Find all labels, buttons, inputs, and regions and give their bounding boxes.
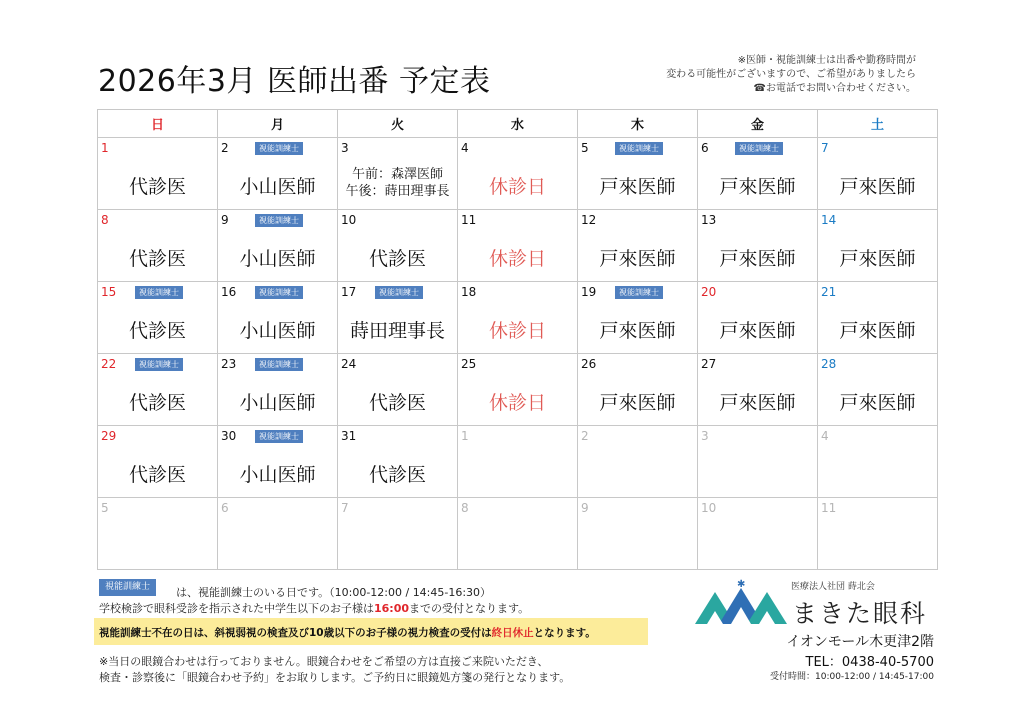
clinic-corporation: 医療法人社団 蒔北会 bbox=[791, 582, 875, 592]
school-text-after: までの受付となります。 bbox=[409, 602, 530, 615]
orthoptist-badge: 視能訓練士 bbox=[255, 214, 303, 227]
calendar-day-cell bbox=[698, 354, 818, 426]
reception-hours: 受付時間：10:00-12:00 / 14:45-17:00 bbox=[770, 672, 934, 682]
calendar-day-cell bbox=[818, 210, 938, 282]
calendar-day-cell bbox=[98, 138, 218, 210]
day-number: 8 bbox=[101, 213, 109, 227]
calendar-week-row bbox=[98, 426, 938, 498]
day-number: 3 bbox=[341, 141, 349, 155]
calendar-day-cell bbox=[458, 210, 578, 282]
doctor-name: 小山医師 bbox=[239, 248, 316, 270]
calendar-week-row bbox=[98, 282, 938, 354]
day-number: 20 bbox=[701, 285, 717, 299]
orthoptist-badge: 視能訓練士 bbox=[735, 142, 783, 155]
doctor-name: 戸來医師 bbox=[599, 248, 676, 270]
calendar-day-cell bbox=[458, 138, 578, 210]
orthoptist-badge: 視能訓練士 bbox=[615, 286, 663, 299]
calendar-day-cell bbox=[578, 282, 698, 354]
calendar-day-cell bbox=[98, 210, 218, 282]
legend-text: は、視能訓練士のいる日です。（10:00-12:00 / 14:45-16:30） bbox=[176, 586, 492, 599]
calendar-week-row bbox=[98, 354, 938, 426]
banner-after: となります。 bbox=[533, 627, 596, 639]
doctor-name: 代診医 bbox=[368, 392, 426, 414]
doctor-name: 戸來医師 bbox=[719, 176, 796, 198]
banner-before: 視能訓練士不在の日は、斜視弱視の検査及び10歳以下のお子様の視力検査の受付は bbox=[99, 627, 492, 639]
day-number: 19 bbox=[581, 285, 597, 299]
doctor-name: 戸來医師 bbox=[599, 320, 676, 342]
calendar-day-cell bbox=[218, 354, 338, 426]
calendar-day-cell bbox=[338, 354, 458, 426]
day-number: 4 bbox=[461, 141, 469, 155]
calendar-day-cell bbox=[698, 498, 818, 570]
orthoptist-badge: 視能訓練士 bbox=[135, 358, 183, 371]
calendar-week-row bbox=[98, 498, 938, 570]
doctor-name: 小山医師 bbox=[239, 392, 316, 414]
day-number: 24 bbox=[341, 357, 357, 371]
doctor-shift-line: 午後：蒔田理事長 bbox=[345, 184, 450, 199]
orthoptist-badge: 視能訓練士 bbox=[615, 142, 663, 155]
day-number: 28 bbox=[821, 357, 837, 371]
clinic-name: まきた眼科 bbox=[792, 599, 928, 628]
orthoptist-badge: 視能訓練士 bbox=[255, 358, 303, 371]
svg-text:✱: ✱ bbox=[737, 579, 746, 590]
day-number: 18 bbox=[461, 285, 477, 299]
doctor-name: 小山医師 bbox=[239, 464, 316, 486]
weekday-header: 土 bbox=[818, 110, 938, 138]
banner-emph: 終日休止 bbox=[491, 627, 534, 639]
calendar-day-cell bbox=[578, 210, 698, 282]
doctor-name: 代診医 bbox=[128, 320, 186, 342]
day-number: 6 bbox=[701, 141, 709, 155]
day-number: 3 bbox=[701, 429, 709, 443]
calendar-day-cell bbox=[818, 282, 938, 354]
day-number: 5 bbox=[101, 501, 109, 515]
day-number: 12 bbox=[581, 213, 597, 227]
doctor-name: 代診医 bbox=[368, 248, 426, 270]
weekday-header: 月 bbox=[218, 110, 338, 138]
doctor-name: 代診医 bbox=[128, 464, 186, 486]
doctor-name: 戸來医師 bbox=[839, 248, 916, 270]
calendar-day-cell bbox=[458, 354, 578, 426]
day-number: 29 bbox=[101, 429, 117, 443]
closed-day-label: 休診日 bbox=[488, 392, 546, 414]
calendar-day-cell bbox=[338, 210, 458, 282]
day-number: 27 bbox=[701, 357, 717, 371]
calendar-day-cell bbox=[818, 354, 938, 426]
calendar-day-cell bbox=[218, 498, 338, 570]
closed-day-label: 休診日 bbox=[488, 248, 546, 270]
day-number: 11 bbox=[821, 501, 837, 515]
day-number: 23 bbox=[221, 357, 237, 371]
day-number: 22 bbox=[101, 357, 117, 371]
day-number: 2 bbox=[581, 429, 589, 443]
day-number: 17 bbox=[341, 285, 357, 299]
calendar-week-row bbox=[98, 138, 938, 210]
calendar-day-cell bbox=[338, 138, 458, 210]
doctor-name: 代診医 bbox=[368, 464, 426, 486]
staff-change-notice bbox=[616, 54, 916, 96]
legend-badge: 視能訓練士 bbox=[99, 579, 156, 596]
school-checkup-notice bbox=[99, 600, 529, 616]
day-number: 25 bbox=[461, 357, 477, 371]
day-number: 2 bbox=[221, 141, 229, 155]
day-number: 4 bbox=[821, 429, 829, 443]
doctor-name: 戸來医師 bbox=[719, 248, 796, 270]
day-number: 9 bbox=[221, 213, 229, 227]
calendar-body bbox=[98, 138, 938, 570]
calendar-day-cell bbox=[338, 282, 458, 354]
doctor-schedule-split bbox=[338, 166, 457, 200]
notice-line: ※医師・視能訓練士は出番や勤務時間が bbox=[737, 55, 916, 66]
notice-line: 変わる可能性がございますので、ご希望がありましたら bbox=[666, 69, 916, 80]
day-number: 7 bbox=[821, 141, 829, 155]
clinic-phone: TEL：0438-40-5700 bbox=[805, 655, 934, 670]
day-number: 21 bbox=[821, 285, 837, 299]
day-number: 13 bbox=[701, 213, 717, 227]
closed-day-label: 休診日 bbox=[488, 320, 546, 342]
calendar-day-cell bbox=[698, 426, 818, 498]
day-number: 30 bbox=[221, 429, 237, 443]
notice-line: ☎お電話でお問い合わせください。 bbox=[753, 83, 916, 94]
clinic-logo-icon bbox=[693, 578, 789, 628]
calendar-day-cell bbox=[218, 282, 338, 354]
page-title: 2026年3月 医師出番 予定表 bbox=[98, 64, 491, 99]
day-number: 1 bbox=[461, 429, 469, 443]
calendar-day-cell bbox=[818, 498, 938, 570]
orthoptist-badge: 視能訓練士 bbox=[255, 142, 303, 155]
weekday-header: 日 bbox=[98, 110, 218, 138]
weekday-header: 火 bbox=[338, 110, 458, 138]
calendar-day-cell bbox=[578, 138, 698, 210]
day-number: 26 bbox=[581, 357, 597, 371]
calendar-day-cell bbox=[698, 210, 818, 282]
weekday-header-row bbox=[98, 110, 938, 138]
weekday-header: 金 bbox=[698, 110, 818, 138]
calendar-day-cell bbox=[218, 138, 338, 210]
calendar-day-cell bbox=[698, 138, 818, 210]
calendar-day-cell bbox=[578, 498, 698, 570]
day-number: 31 bbox=[341, 429, 357, 443]
calendar-day-cell bbox=[98, 498, 218, 570]
orthoptist-badge: 視能訓練士 bbox=[255, 430, 303, 443]
calendar-day-cell bbox=[338, 426, 458, 498]
calendar-day-cell bbox=[578, 354, 698, 426]
schedule-calendar bbox=[97, 109, 938, 570]
calendar-day-cell bbox=[578, 426, 698, 498]
calendar-day-cell bbox=[218, 210, 338, 282]
orthoptist-badge: 視能訓練士 bbox=[255, 286, 303, 299]
calendar-day-cell bbox=[338, 498, 458, 570]
clinic-address: イオンモール木更津2階 bbox=[786, 634, 934, 650]
calendar-week-row bbox=[98, 210, 938, 282]
doctor-name: 戸來医師 bbox=[719, 320, 796, 342]
calendar-day-cell bbox=[698, 282, 818, 354]
calendar-day-cell bbox=[458, 498, 578, 570]
calendar-day-cell bbox=[98, 354, 218, 426]
calendar-day-cell bbox=[818, 138, 938, 210]
day-number: 9 bbox=[581, 501, 589, 515]
doctor-shift-line: 午前：森澤医師 bbox=[351, 167, 443, 182]
doctor-name: 代診医 bbox=[128, 248, 186, 270]
calendar-day-cell bbox=[458, 426, 578, 498]
calendar-day-cell bbox=[818, 426, 938, 498]
doctor-name: 戸來医師 bbox=[599, 176, 676, 198]
day-number: 14 bbox=[821, 213, 837, 227]
glasses-note-line: 検査・診察後に「眼鏡合わせ予約」をお取りします。ご予約日に眼鏡処方箋の発行となります。 bbox=[99, 671, 571, 684]
day-number: 11 bbox=[461, 213, 477, 227]
day-number: 10 bbox=[341, 213, 357, 227]
weekday-header: 水 bbox=[458, 110, 578, 138]
doctor-name: 戸來医師 bbox=[719, 392, 796, 414]
banner-text bbox=[99, 625, 596, 640]
calendar-day-cell bbox=[218, 426, 338, 498]
doctor-name: 小山医師 bbox=[239, 176, 316, 198]
day-number: 1 bbox=[101, 141, 109, 155]
calendar-day-cell bbox=[98, 282, 218, 354]
doctor-name: 戸來医師 bbox=[839, 392, 916, 414]
orthoptist-badge: 視能訓練士 bbox=[135, 286, 183, 299]
glasses-note-line: ※当日の眼鏡合わせは行っておりません。眼鏡合わせをご希望の方は直接ご来院いただき、 bbox=[99, 655, 549, 668]
doctor-name: 戸來医師 bbox=[599, 392, 676, 414]
day-number: 16 bbox=[221, 285, 237, 299]
school-text: 学校検診で眼科受診を指示された中学生以下のお子様は bbox=[99, 602, 374, 615]
doctor-name: 蒔田理事長 bbox=[349, 320, 445, 342]
doctor-name: 小山医師 bbox=[239, 320, 316, 342]
calendar-day-cell bbox=[98, 426, 218, 498]
day-number: 7 bbox=[341, 501, 349, 515]
day-number: 15 bbox=[101, 285, 117, 299]
calendar-day-cell bbox=[458, 282, 578, 354]
doctor-name: 代診医 bbox=[128, 392, 186, 414]
doctor-name: 代診医 bbox=[128, 176, 186, 198]
doctor-name: 戸來医師 bbox=[839, 176, 916, 198]
school-time: 16:00 bbox=[374, 602, 410, 615]
closed-day-label: 休診日 bbox=[488, 176, 546, 198]
day-number: 5 bbox=[581, 141, 589, 155]
warning-banner bbox=[94, 618, 648, 645]
day-number: 8 bbox=[461, 501, 469, 515]
weekday-header: 木 bbox=[578, 110, 698, 138]
orthoptist-badge: 視能訓練士 bbox=[375, 286, 423, 299]
doctor-name: 戸來医師 bbox=[839, 320, 916, 342]
day-number: 10 bbox=[701, 501, 717, 515]
day-number: 6 bbox=[221, 501, 229, 515]
